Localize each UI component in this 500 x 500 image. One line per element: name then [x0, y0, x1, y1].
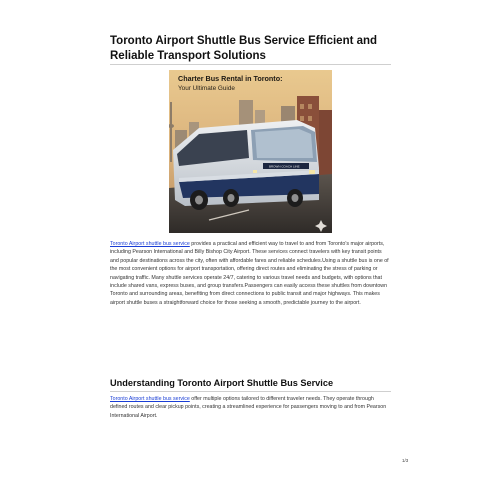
hero-overlay-title: Charter Bus Rental in Toronto: — [178, 74, 283, 83]
section-heading: Understanding Toronto Airport Shuttle Bus Service — [110, 378, 334, 388]
hero-image — [169, 70, 332, 233]
bus-sign-text: BROWN COACH LINE — [269, 164, 300, 169]
page-number: 1/3 — [402, 458, 409, 463]
section-divider — [110, 391, 391, 392]
section-text: offer multiple options tailored to different traveler needs. They operate through defined routes and clear pickup points, creating a streamlined experience for passengers moving to and from Pearson International Airport. — [110, 396, 387, 419]
intro-text: provides a practical and efficient way to travel to and from Toronto's major airports, including Pearson International and Billy Bishop City Airport. These services connect travelers with key transit points and popular destinations across the city, often with affordable fares and reliable schedules.Using a shuttle bus is one of the most convenient options for airport transportation, offering direct routes and eliminating the stress of parking or navigating traffic. Many shuttle services operate 24/7, catering to various travel needs and budgets, with options that include shared vans, express buses, and group transfers.Passengers can easily access these shuttles from downtown Toronto and surrounding areas, benefiting from direct connections to public transit and major highways. This makes airport shuttle buses a straightforward choice for those seeking a smooth, predictable journey to the airport. — [110, 241, 389, 306]
section-paragraph — [110, 395, 391, 420]
hero-overlay-subtitle: Your Ultimate Guide — [178, 85, 235, 92]
intro-paragraph — [110, 240, 391, 307]
page-title: Toronto Airport Shuttle Bus Service Efficient and Reliable Transport Solutions — [110, 35, 378, 62]
title-divider — [110, 64, 391, 65]
shuttle-service-link[interactable]: Toronto Airport shuttle bus service — [110, 241, 190, 247]
section-shuttle-link[interactable]: Toronto Airport shuttle bus service — [110, 396, 190, 402]
